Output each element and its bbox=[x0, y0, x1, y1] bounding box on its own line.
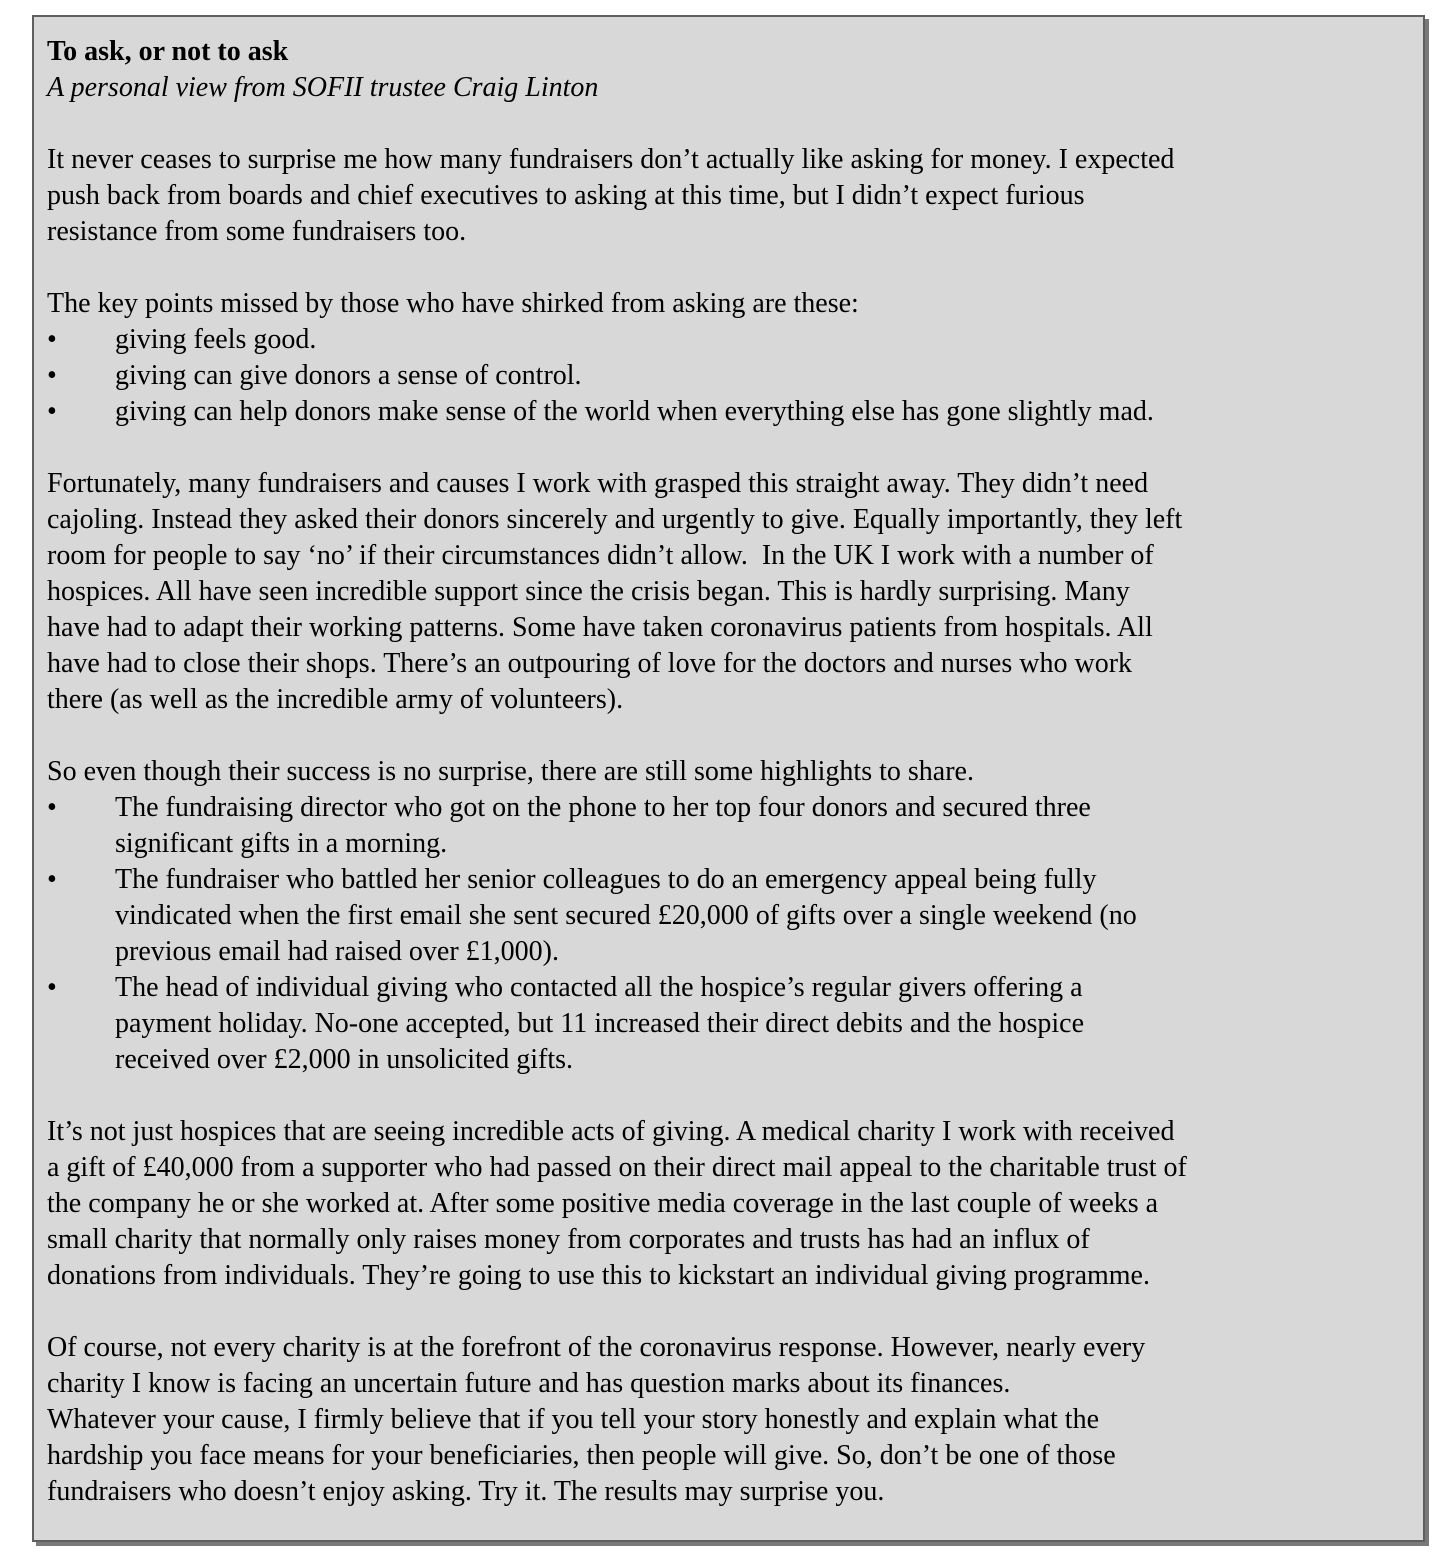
text-line: It’s not just hospices that are seeing incredible acts of giving. A medical charity I work with received bbox=[47, 1116, 1175, 1147]
article-subtitle: A personal view from SOFII trustee Craig Linton bbox=[47, 72, 599, 103]
bullet-icon: • bbox=[47, 864, 57, 895]
text-line: So even though their success is no surprise, there are still some highlights to share. bbox=[47, 756, 974, 787]
text-line: resistance from some fundraisers too. bbox=[47, 216, 467, 247]
bullet-list bbox=[47, 790, 1401, 1078]
blank-line bbox=[47, 718, 1401, 754]
bullet-item bbox=[47, 322, 1401, 358]
paragraph bbox=[47, 1330, 1401, 1510]
text-line: vindicated when the first email she sent secured £20,000 of gifts over a single weekend (no bbox=[115, 900, 1137, 931]
text-line: previous email had raised over £1,000). bbox=[115, 936, 559, 967]
bullet-item bbox=[47, 862, 1401, 970]
paragraph bbox=[47, 1114, 1401, 1294]
text-line: push back from boards and chief executives to asking at this time, but I didn’t expect furious bbox=[47, 180, 1085, 211]
bullet-text bbox=[115, 790, 1401, 862]
text-line: donations from individuals. They’re going to use this to kickstart an individual giving programme. bbox=[47, 1260, 1150, 1291]
text-line: have had to close their shops. There’s an outpouring of love for the doctors and nurses who work bbox=[47, 648, 1133, 679]
bullet-item bbox=[47, 394, 1401, 430]
text-line: Whatever your cause, I firmly believe that if you tell your story honestly and explain what the bbox=[47, 1404, 1100, 1435]
text-line: giving can help donors make sense of the world when everything else has gone slightly mad. bbox=[115, 396, 1154, 427]
text-line: a gift of £40,000 from a supporter who had passed on their direct mail appeal to the charitable trust of bbox=[47, 1152, 1187, 1183]
text-line: significant gifts in a morning. bbox=[115, 828, 448, 859]
text-line: Of course, not every charity is at the forefront of the coronavirus response. However, nearly every bbox=[47, 1332, 1146, 1363]
text-line: have had to adapt their working patterns. Some have taken coronavirus patients from hospitals. All bbox=[47, 612, 1153, 643]
paragraph bbox=[47, 286, 1401, 322]
bullet-text bbox=[115, 358, 1401, 394]
bullet-item bbox=[47, 970, 1401, 1078]
paragraph bbox=[47, 466, 1401, 718]
bullet-icon: • bbox=[47, 792, 57, 823]
text-line: small charity that normally only raises money from corporates and trusts has had an influx of bbox=[47, 1224, 1090, 1255]
text-line: The key points missed by those who have shirked from asking are these: bbox=[47, 288, 859, 319]
bullet-list bbox=[47, 322, 1401, 430]
bullet-text bbox=[115, 322, 1401, 358]
text-line: hardship you face means for your beneficiaries, then people will give. So, don’t be one of those bbox=[47, 1440, 1116, 1471]
text-line: The fundraiser who battled her senior colleagues to do an emergency appeal being fully bbox=[115, 864, 1097, 895]
text-line: room for people to say ‘no’ if their circumstances didn’t allow. In the UK I work with a number of bbox=[47, 540, 1154, 571]
article-title: To ask, or not to ask bbox=[47, 36, 289, 67]
blank-line bbox=[47, 430, 1401, 466]
bullet-text bbox=[115, 970, 1401, 1078]
text-line: fundraisers who doesn’t enjoy asking. Try it. The results may surprise you. bbox=[47, 1476, 885, 1507]
bullet-icon: • bbox=[47, 396, 57, 427]
bullet-text bbox=[115, 394, 1401, 430]
paragraph bbox=[47, 754, 1401, 790]
text-line: charity I know is facing an uncertain future and has question marks about its finances. bbox=[47, 1368, 1011, 1399]
text-line: The fundraising director who got on the phone to her top four donors and secured three bbox=[115, 792, 1091, 823]
text-line: the company he or she worked at. After some positive media coverage in the last couple of weeks a bbox=[47, 1188, 1159, 1219]
text-line: payment holiday. No-one accepted, but 11 increased their direct debits and the hospice bbox=[115, 1008, 1085, 1039]
blank-line bbox=[47, 1078, 1401, 1114]
bullet-icon: • bbox=[47, 360, 57, 391]
bullet-icon: • bbox=[47, 972, 57, 1003]
text-line: received over £2,000 in unsolicited gifts. bbox=[115, 1044, 573, 1075]
text-line: The head of individual giving who contacted all the hospice’s regular givers offering a bbox=[115, 972, 1083, 1003]
text-line: giving feels good. bbox=[115, 324, 317, 355]
bullet-text bbox=[115, 862, 1401, 970]
text-line: Fortunately, many fundraisers and causes I work with grasped this straight away. They didn’t need bbox=[47, 468, 1149, 499]
bullet-item bbox=[47, 790, 1401, 862]
text-line: cajoling. Instead they asked their donors sincerely and urgently to give. Equally importantly, they left bbox=[47, 504, 1183, 535]
text-line: there (as well as the incredible army of volunteers). bbox=[47, 684, 624, 715]
blank-line bbox=[47, 250, 1401, 286]
bullet-item bbox=[47, 358, 1401, 394]
paragraph bbox=[47, 142, 1401, 250]
article-content bbox=[47, 34, 1401, 1510]
text-line: It never ceases to surprise me how many fundraisers don’t actually like asking for money. I expected bbox=[47, 144, 1175, 175]
text-line: hospices. All have seen incredible support since the crisis began. This is hardly surprising. Many bbox=[47, 576, 1130, 607]
bullet-icon: • bbox=[47, 324, 57, 355]
blank-line bbox=[47, 1294, 1401, 1330]
article-box bbox=[32, 15, 1425, 1542]
blank-line bbox=[47, 106, 1401, 142]
text-line: giving can give donors a sense of control. bbox=[115, 360, 582, 391]
